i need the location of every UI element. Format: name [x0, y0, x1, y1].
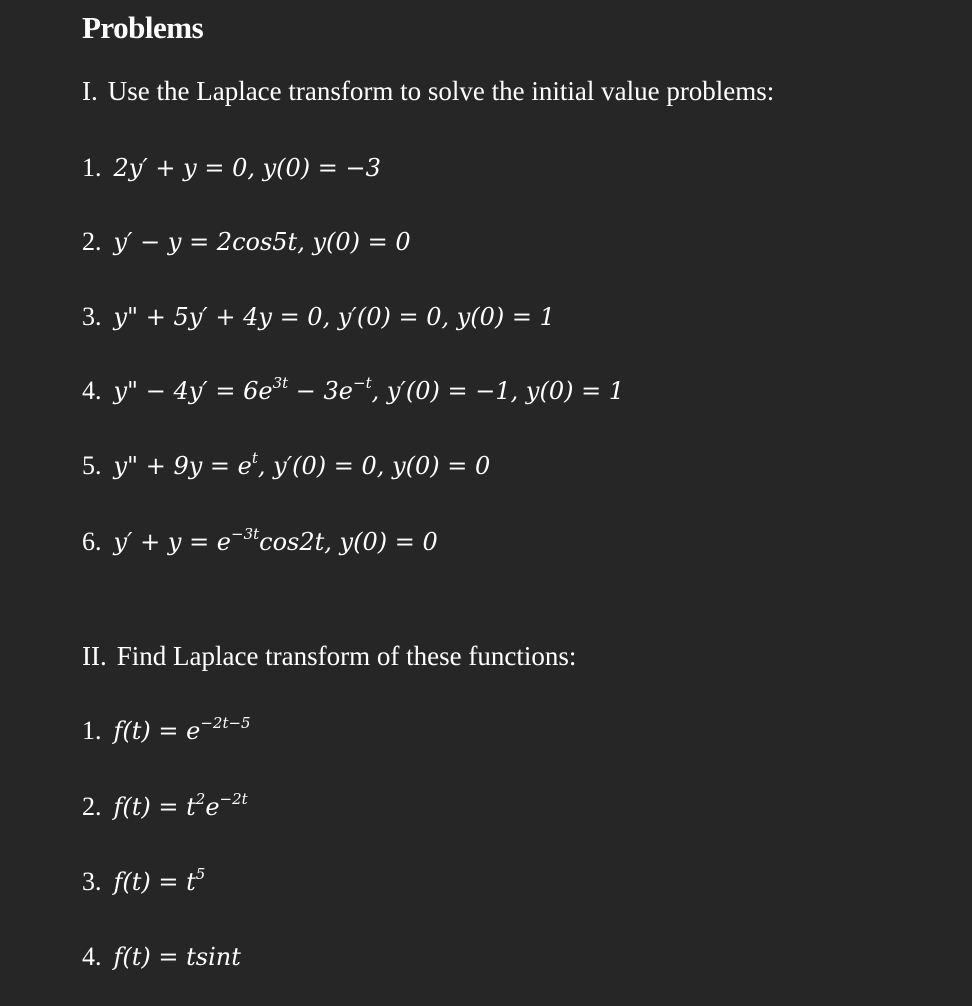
eq-part: f(t) = e: [113, 717, 201, 745]
problem-number: 4.: [82, 942, 102, 971]
section-1-title: Use the Laplace transform to solve the initial value problems:: [107, 76, 775, 106]
eq-part: − 3e: [288, 377, 354, 405]
eq-exponent: −3t: [231, 525, 260, 543]
eq-exponent: t: [251, 449, 258, 467]
problem-equation: [113, 449, 491, 480]
problem-number: 2.: [82, 792, 102, 821]
problem-number: 6.: [82, 527, 102, 556]
problem-equation: [113, 790, 248, 821]
section-1-heading: [82, 76, 774, 107]
eq-part: y" − 4y′ = 6e: [113, 377, 273, 405]
problem-2-2: [82, 792, 248, 822]
eq-exponent: 2: [195, 790, 206, 808]
eq-exponent: −t: [353, 374, 372, 392]
problem-equation: 2y′ + y = 0, y(0) = −3: [113, 154, 381, 182]
problem-number: 4.: [82, 376, 102, 405]
problem-1-1: [82, 153, 381, 183]
problem-equation: f(t) = tsint: [113, 943, 241, 971]
problem-1-6: [82, 527, 438, 557]
problem-equation: [113, 374, 625, 405]
eq-exponent: 5: [195, 865, 206, 883]
problem-equation: [113, 525, 438, 556]
problem-equation: [113, 865, 206, 896]
problem-number: 5.: [82, 451, 102, 480]
problem-number: 3.: [82, 867, 102, 896]
section-2-heading: [82, 641, 576, 672]
eq-part: , y′(0) = −1, y(0) = 1: [371, 377, 625, 405]
problem-2-1: [82, 716, 251, 746]
problem-equation: y′ − y = 2cos5t, y(0) = 0: [113, 228, 411, 256]
problem-1-2: [82, 227, 411, 257]
page-title: Problems: [82, 10, 204, 45]
problem-2-4: [82, 942, 241, 972]
eq-part: y" + 9y = e: [113, 452, 252, 480]
problem-1-3: [82, 302, 555, 332]
problem-number: 1.: [82, 153, 102, 182]
problem-equation: y" + 5y′ + 4y = 0, y′(0) = 0, y(0) = 1: [113, 303, 555, 331]
eq-exponent: −2t−5: [200, 714, 251, 732]
section-2-numeral: II.: [82, 641, 107, 671]
section-1-numeral: I.: [82, 76, 98, 106]
eq-exponent: −2t: [219, 790, 248, 808]
eq-part: f(t) = t: [113, 868, 196, 896]
problem-equation: [113, 714, 251, 745]
eq-part: e: [205, 793, 220, 821]
eq-exponent: 3t: [272, 374, 289, 392]
section-2-title: Find Laplace transform of these functions:: [116, 641, 577, 671]
eq-part: y′ + y = e: [113, 528, 232, 556]
eq-part: f(t) = t: [113, 793, 196, 821]
problem-1-5: [82, 451, 490, 481]
problem-2-3: [82, 867, 205, 897]
eq-part: , y′(0) = 0, y(0) = 0: [257, 452, 491, 480]
problem-number: 1.: [82, 716, 102, 745]
eq-part: cos2t, y(0) = 0: [259, 528, 438, 556]
problem-number: 2.: [82, 227, 102, 256]
problem-number: 3.: [82, 302, 102, 331]
problem-1-4: [82, 376, 624, 406]
